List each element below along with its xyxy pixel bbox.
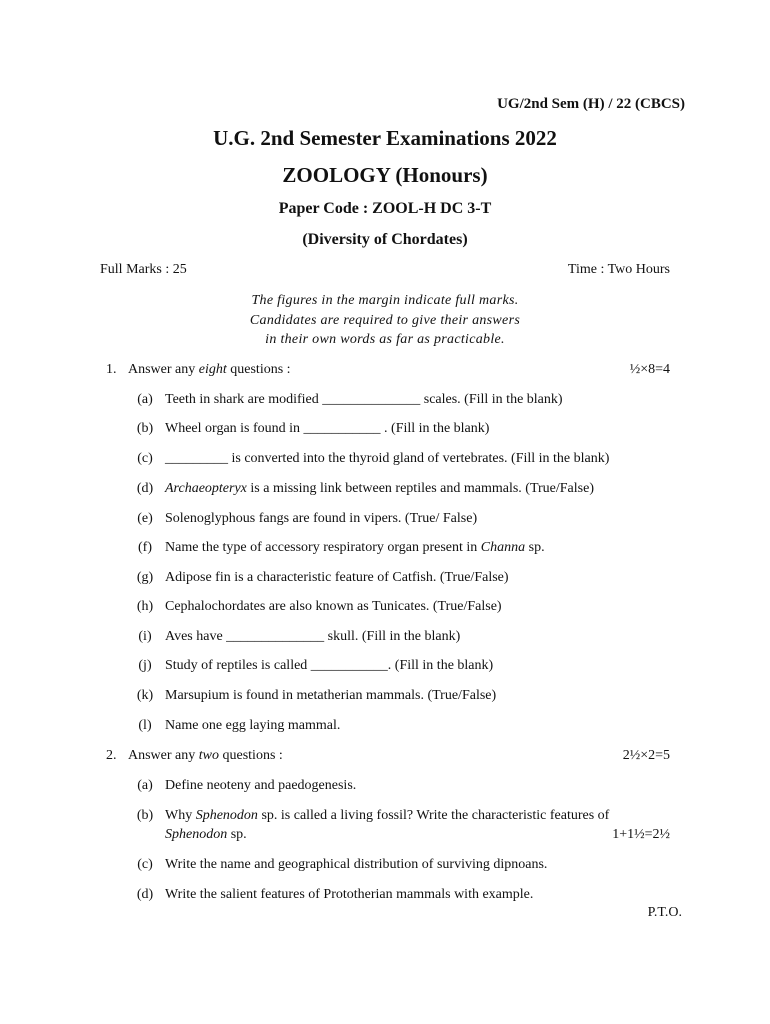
paper-title: (Diversity of Chordates) [302,231,468,248]
sub-question-label: (a) [137,778,153,793]
question-number: 2. [106,748,117,763]
question-marks: 2½×2=5 [622,748,670,763]
sub-question-label: (e) [137,511,153,526]
sub-question-label: (j) [138,658,152,673]
sub-question-text: Teeth in shark are modified ______________ scales. (Fill in the blank) [165,392,563,407]
sub-question-label: (f) [138,540,152,555]
sub-question-label: (b) [136,808,154,823]
sub-question-text: Why Sphenodon sp. is called a living fossil? Write the characteristic features of [165,808,610,823]
question-prompt: Answer any two questions : [128,748,283,763]
subject-title: ZOOLOGY (Honours) [282,163,488,187]
instruction-line: The figures in the margin indicate full marks. [251,293,519,308]
paper-header-code: UG/2nd Sem (H) / 22 (CBCS) [497,96,685,112]
sub-question-text: Name one egg laying mammal. [165,718,341,733]
sub-question-text: Wheel organ is found in ___________ . (Fill in the blank) [165,421,490,436]
sub-question-label: (c) [137,451,153,466]
exam-title: U.G. 2nd Semester Examinations 2022 [213,126,557,150]
sub-question-text: _________ is converted into the thyroid gland of vertebrates. (Fill in the blank) [165,451,610,466]
question-marks: ½×8=4 [629,362,670,377]
sub-question-text: Write the name and geographical distribution of surviving dipnoans. [165,857,548,872]
sub-question-text: Marsupium is found in metatherian mammals. (True/False) [165,688,497,703]
paper-code: Paper Code : ZOOL-H DC 3-T [278,200,492,217]
instruction-line: Candidates are required to give their answers [249,313,521,328]
please-turn-over: P.T.O. [647,905,682,920]
sub-question-label: (i) [138,629,152,644]
sub-question-label: (c) [137,857,153,872]
sub-question-text: Name the type of accessory respiratory organ present in Channa sp. [165,540,545,555]
full-marks: Full Marks : 25 [100,262,187,277]
sub-question-text: Study of reptiles is called ___________. (Fill in the blank) [165,658,494,673]
sub-question-text: Write the salient features of Prototherian mammals with example. [165,887,534,902]
sub-question-text: Cephalochordates are also known as Tunicates. (True/False) [165,599,502,614]
sub-question-label: (d) [136,481,154,496]
sub-question-text: Sphenodon sp. [165,827,247,842]
sub-question-text: Archaeopteryx is a missing link between reptiles and mammals. (True/False) [165,481,594,496]
sub-question-text: Solenoglyphous fangs are found in vipers. (True/ False) [165,511,478,526]
sub-question-label: (h) [136,599,154,614]
instruction-line: in their own words as far as practicable. [265,332,505,347]
sub-question-label: (a) [137,392,153,407]
sub-question-label: (b) [136,421,154,436]
sub-question-text: Define neoteny and paedogenesis. [165,778,357,793]
sub-question-label: (d) [136,887,154,902]
sub-question-label: (l) [138,718,152,733]
sub-question-text: Adipose fin is a characteristic feature of Catfish. (True/False) [165,570,509,585]
sub-question-label: (k) [136,688,154,703]
sub-question-label: (g) [136,570,154,585]
time-allowed: Time : Two Hours [567,262,670,277]
sub-question-marks: 1+1½=2½ [612,827,670,842]
question-number: 1. [106,362,117,377]
sub-question-text: Aves have ______________ skull. (Fill in the blank) [165,629,461,644]
question-prompt: Answer any eight questions : [128,362,291,377]
